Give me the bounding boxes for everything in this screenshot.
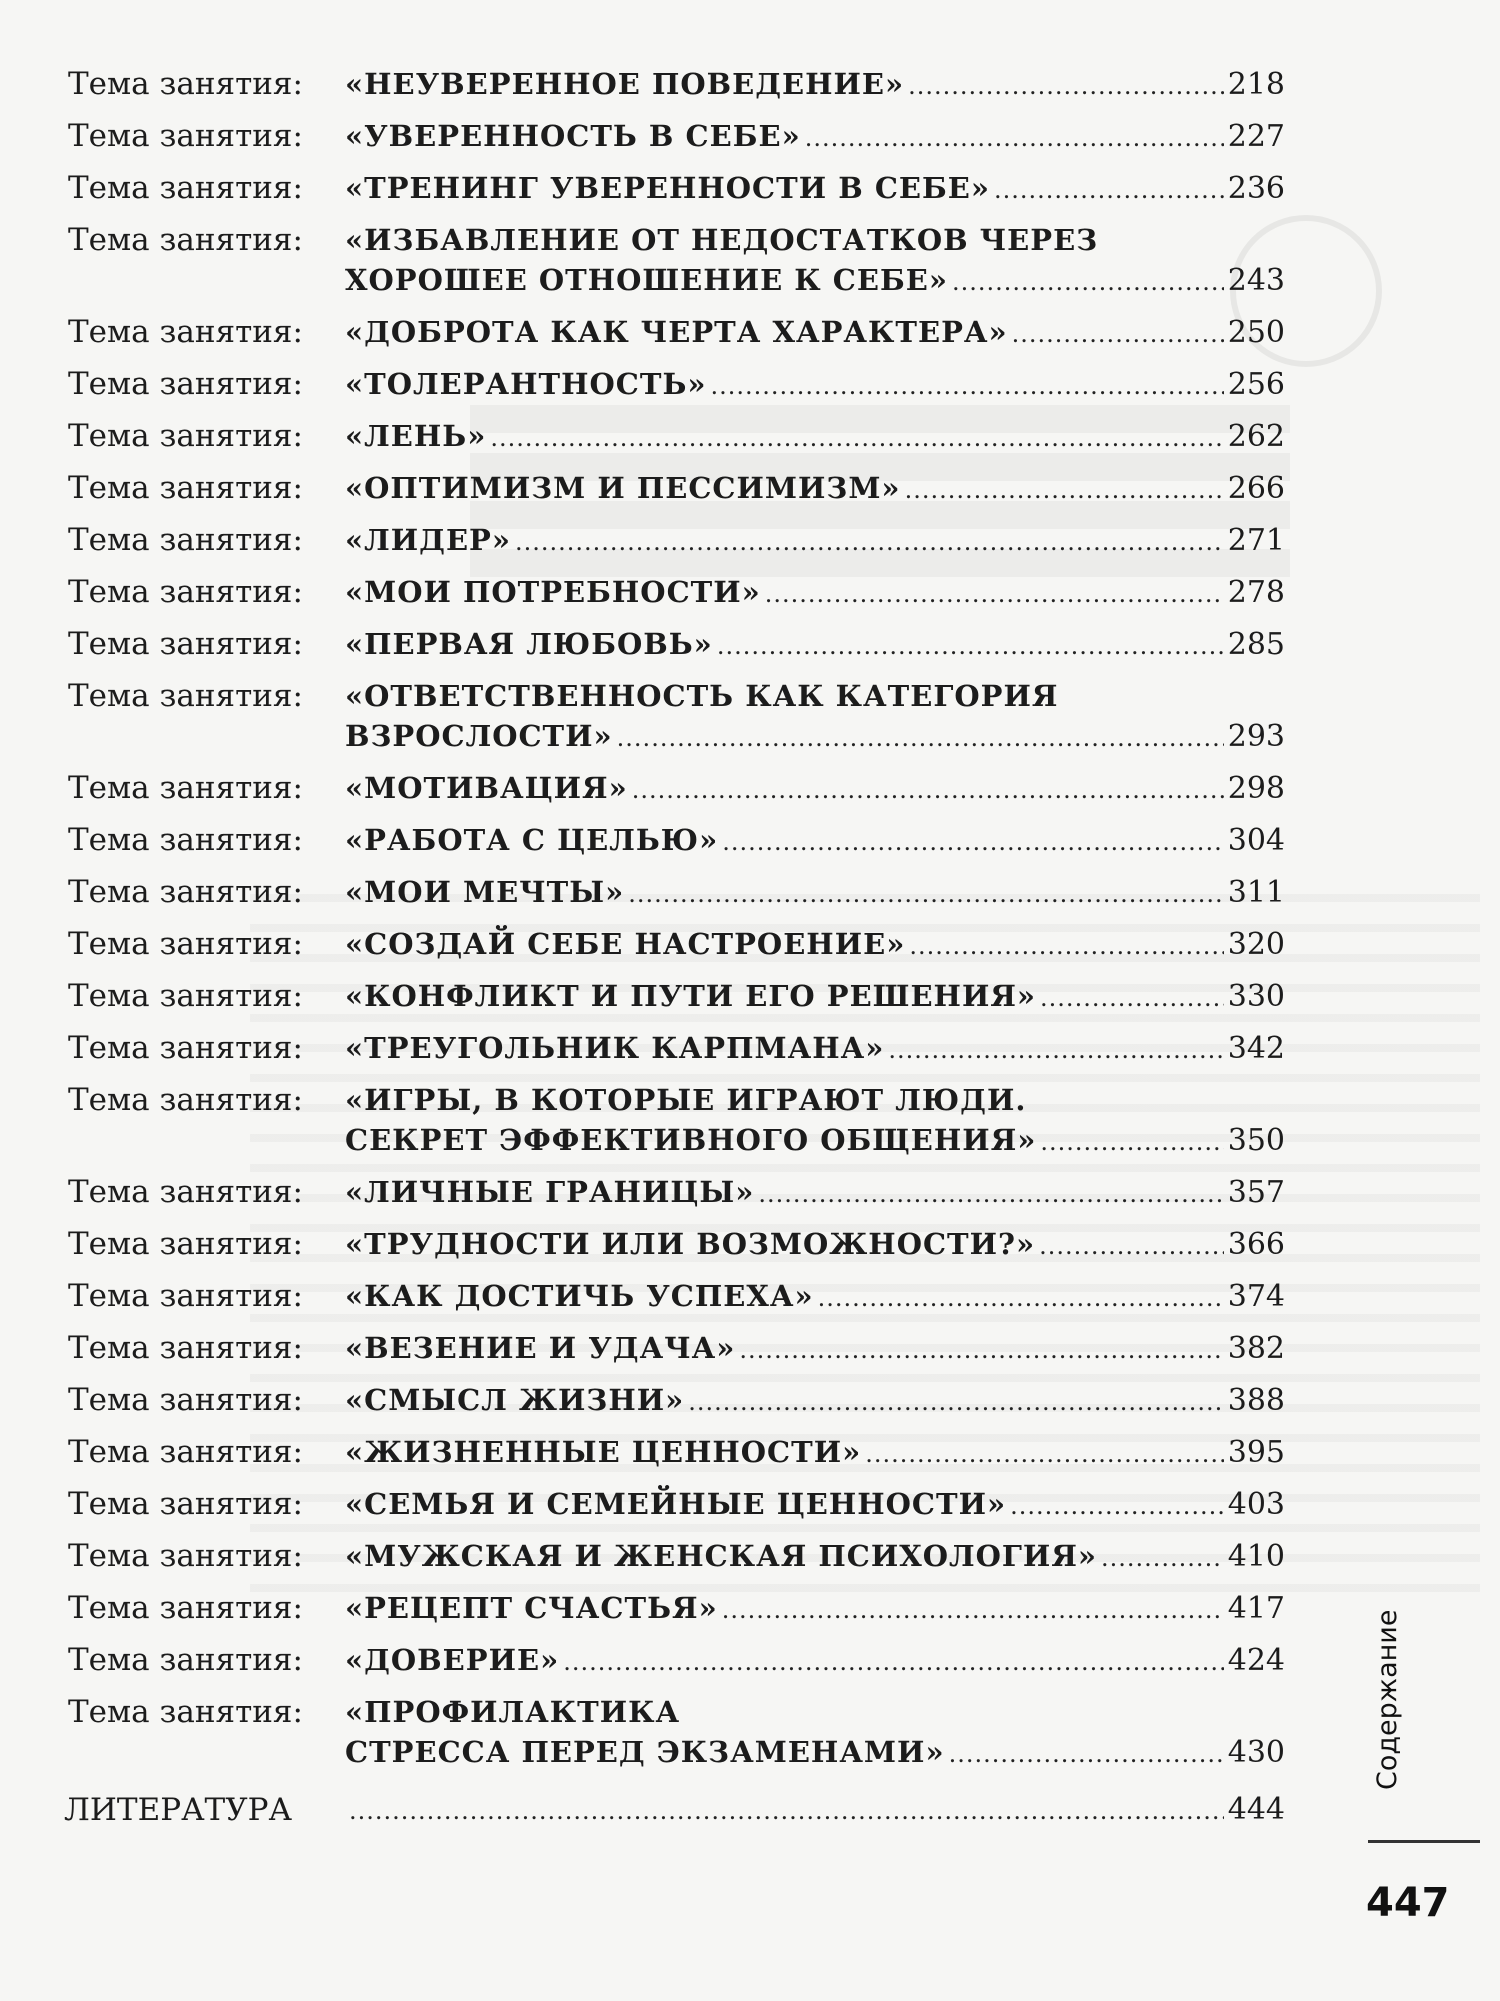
toc-leader-dots bbox=[628, 874, 1224, 914]
toc-entry-page: 330 bbox=[1227, 979, 1285, 1014]
toc-entry-title: «ИГРЫ, В КОТОРЫЕ ИГРАЮТ ЛЮДИ. bbox=[345, 1083, 1027, 1117]
toc-entry-leader-line bbox=[345, 976, 1285, 1016]
toc-entry-title: СЕКРЕТ ЭФФЕКТИВНОГО ОБЩЕНИЯ» bbox=[345, 1123, 1037, 1157]
toc-leader-dots bbox=[563, 1642, 1224, 1682]
toc-entry-page: 417 bbox=[1227, 1591, 1285, 1626]
toc-entry-page: 320 bbox=[1227, 927, 1285, 962]
toc-entry-leader-line bbox=[345, 364, 1285, 404]
toc-entry-prefix: Тема занятия: bbox=[68, 1590, 303, 1626]
toc-entry-page: 243 bbox=[1227, 263, 1285, 298]
page-number: 447 bbox=[1366, 1880, 1450, 1926]
toc-entry-page: 382 bbox=[1227, 1331, 1285, 1366]
toc-entry-leader-line bbox=[345, 1224, 1285, 1264]
toc-entry-title: «РЕЦЕПТ СЧАСТЬЯ» bbox=[345, 1591, 718, 1625]
toc-entry-prefix: Тема занятия: bbox=[68, 222, 303, 258]
toc-entry-title: «ПРОФИЛАКТИКА bbox=[345, 1695, 681, 1729]
toc-entry-page: 266 bbox=[1227, 471, 1285, 506]
toc-entry-title: «КОНФЛИКТ И ПУТИ ЕГО РЕШЕНИЯ» bbox=[345, 979, 1037, 1013]
toc-entry-page: 342 bbox=[1227, 1031, 1285, 1066]
toc-entry-title: «ТРУДНОСТИ ИЛИ ВОЗМОЖНОСТИ?» bbox=[345, 1227, 1036, 1261]
toc-leader-dots bbox=[949, 1734, 1224, 1774]
toc-entry-prefix: Тема занятия: bbox=[68, 926, 303, 962]
toc-entry-title: ХОРОШЕЕ ОТНОШЕНИЕ К СЕБЕ» bbox=[345, 263, 948, 297]
toc-entry-page: 357 bbox=[1227, 1175, 1285, 1210]
toc-entry-page: 403 bbox=[1227, 1487, 1285, 1522]
toc-entry-prefix: Тема занятия: bbox=[68, 522, 303, 558]
toc-leader-dots bbox=[617, 718, 1224, 758]
toc-entry-title: «ДОБРОТА КАК ЧЕРТА ХАРАКТЕРА» bbox=[345, 315, 1008, 349]
toc-entry-prefix: Тема занятия: bbox=[68, 366, 303, 402]
toc-entry-leader-line bbox=[345, 1588, 1285, 1628]
toc-entry-title: «СМЫСЛ ЖИЗНИ» bbox=[345, 1383, 685, 1417]
toc-entry-leader-line bbox=[345, 1276, 1285, 1316]
toc-entry-leader-line bbox=[345, 572, 1285, 612]
toc-leader-dots bbox=[1010, 1486, 1224, 1526]
toc-leader-dots bbox=[722, 1590, 1224, 1630]
toc-leader-dots bbox=[1040, 1122, 1223, 1162]
toc-leader-dots bbox=[865, 1434, 1224, 1474]
toc-entry-page: 388 bbox=[1227, 1383, 1285, 1418]
toc-entry-leader-line bbox=[345, 820, 1285, 860]
toc-leader-dots bbox=[805, 118, 1224, 158]
toc-entry-title: СТРЕССА ПЕРЕД ЭКЗАМЕНАМИ» bbox=[345, 1735, 945, 1769]
toc-entry-leader-line bbox=[345, 1172, 1285, 1212]
toc-entry-title: «ТРЕНИНГ УВЕРЕННОСТИ В СЕБЕ» bbox=[345, 171, 991, 205]
toc-leader-dots bbox=[490, 418, 1223, 458]
toc-entry-title: «ОТВЕТСТВЕННОСТЬ КАК КАТЕГОРИЯ bbox=[345, 679, 1059, 713]
toc-leader-dots bbox=[952, 262, 1224, 302]
toc-entry-title: «ПЕРВАЯ ЛЮБОВЬ» bbox=[345, 627, 713, 661]
toc-entry-leader-line bbox=[345, 116, 1285, 156]
toc-entry-leader-line bbox=[345, 1732, 1285, 1772]
toc-entry-leader-line bbox=[345, 1380, 1285, 1420]
toc-entry-prefix: Тема занятия: bbox=[68, 1030, 303, 1066]
toc-entry-title: «МУЖСКАЯ И ЖЕНСКАЯ ПСИХОЛОГИЯ» bbox=[345, 1539, 1098, 1573]
toc-leader-dots bbox=[632, 770, 1224, 810]
toc-entry-prefix: Тема занятия: bbox=[68, 418, 303, 454]
toc-entry-page: 444 bbox=[1227, 1792, 1285, 1827]
toc-entry-page: 236 bbox=[1227, 171, 1285, 206]
toc-entry-prefix: Тема занятия: bbox=[68, 1082, 303, 1118]
toc-entry-leader-line bbox=[345, 1432, 1285, 1472]
toc-entry-title: «ОПТИМИЗМ И ПЕССИМИЗМ» bbox=[345, 471, 901, 505]
toc-leader-dots bbox=[688, 1382, 1223, 1422]
toc-leader-dots bbox=[1040, 978, 1224, 1018]
toc-leader-dots bbox=[905, 470, 1224, 510]
section-side-label: Содержание bbox=[1372, 1609, 1403, 1790]
toc-entry-prefix: Тема занятия: bbox=[68, 770, 303, 806]
toc-entry-leader-line bbox=[345, 1790, 1285, 1830]
toc-leader-dots bbox=[711, 366, 1224, 406]
toc-entry-prefix: Тема занятия: bbox=[68, 1486, 303, 1522]
toc-leader-dots bbox=[349, 1791, 1224, 1831]
toc-entry-title: ВЗРОСЛОСТИ» bbox=[345, 719, 613, 753]
toc-entry-leader-line bbox=[345, 872, 1285, 912]
toc-entry-leader-line bbox=[345, 716, 1285, 756]
toc-entry-title: «ЛЕНЬ» bbox=[345, 419, 487, 453]
toc-entry-prefix: Тема занятия: bbox=[68, 66, 303, 102]
toc-entry-prefix: Тема занятия: bbox=[68, 1278, 303, 1314]
toc-entry-prefix: Тема занятия: bbox=[68, 978, 303, 1014]
toc-entry-title: «ЛИДЕР» bbox=[345, 523, 511, 557]
toc-leader-dots bbox=[908, 66, 1224, 106]
toc-leader-dots bbox=[515, 522, 1224, 562]
toc-entry-prefix: Тема занятия: bbox=[68, 314, 303, 350]
toc-leader-dots bbox=[1012, 314, 1224, 354]
toc-entry-prefix: Тема занятия: bbox=[68, 118, 303, 154]
toc-entry-page: 262 bbox=[1227, 419, 1285, 454]
toc-entry-page: 395 bbox=[1227, 1435, 1285, 1470]
toc-entry-prefix: Тема занятия: bbox=[68, 1694, 303, 1730]
toc-entry-page: 271 bbox=[1227, 523, 1285, 558]
toc-entry-leader-line bbox=[345, 416, 1285, 456]
toc-entry-leader-line bbox=[345, 168, 1285, 208]
toc-leader-dots bbox=[717, 626, 1224, 666]
toc-leader-dots bbox=[888, 1030, 1223, 1070]
toc-entry-leader-line bbox=[345, 468, 1285, 508]
toc-entry-prefix: Тема занятия: bbox=[68, 574, 303, 610]
toc-entry-page: 304 bbox=[1227, 823, 1285, 858]
toc-entry-page: 278 bbox=[1227, 575, 1285, 610]
toc-entry-title: «СЕМЬЯ И СЕМЕЙНЫЕ ЦЕННОСТИ» bbox=[345, 1487, 1007, 1521]
toc-entry-title: «МОТИВАЦИЯ» bbox=[345, 771, 628, 805]
toc-entry-leader-line bbox=[345, 520, 1285, 560]
toc-entry-prefix: Тема занятия: bbox=[68, 874, 303, 910]
toc-entry-prefix: Тема занятия: bbox=[68, 822, 303, 858]
toc-entry-leader-line bbox=[345, 1640, 1285, 1680]
toc-entry-page: 350 bbox=[1227, 1123, 1285, 1158]
toc-entry-prefix: Тема занятия: bbox=[68, 170, 303, 206]
toc-entry-leader-line bbox=[345, 312, 1285, 352]
toc-entry-page: 366 bbox=[1227, 1227, 1285, 1262]
toc-entry-title: «ДОВЕРИЕ» bbox=[345, 1643, 560, 1677]
toc-entry-prefix: Тема занятия: bbox=[68, 1174, 303, 1210]
toc-entry-page: 298 bbox=[1227, 771, 1285, 806]
toc-entry-leader-line bbox=[345, 624, 1285, 664]
toc-entry-page: 410 bbox=[1227, 1539, 1285, 1574]
toc-entry-page: 311 bbox=[1227, 875, 1285, 910]
toc-leader-dots bbox=[1039, 1226, 1224, 1266]
toc-entry-title: «ИЗБАВЛЕНИЕ ОТ НЕДОСТАТКОВ ЧЕРЕЗ bbox=[345, 223, 1099, 257]
toc-entry-title: «ВЕЗЕНИЕ И УДАЧА» bbox=[345, 1331, 736, 1365]
footer-rule bbox=[1368, 1840, 1480, 1843]
toc-entry-page: 227 bbox=[1227, 119, 1285, 154]
toc-entry-page: 218 bbox=[1227, 67, 1285, 102]
toc-entry-title: «НЕУВЕРЕННОЕ ПОВЕДЕНИЕ» bbox=[345, 67, 905, 101]
toc-entry-title: «СОЗДАЙ СЕБЕ НАСТРОЕНИЕ» bbox=[345, 927, 906, 961]
toc-entry-title: «УВЕРЕННОСТЬ В СЕБЕ» bbox=[345, 119, 801, 153]
toc-leader-dots bbox=[818, 1278, 1224, 1318]
toc-entry-title: «ТРЕУГОЛЬНИК КАРПМАНА» bbox=[345, 1031, 885, 1065]
toc-entry-prefix: Тема занятия: bbox=[68, 1226, 303, 1262]
toc-entry-leader-line bbox=[345, 768, 1285, 808]
toc-entry-leader-line bbox=[345, 1328, 1285, 1368]
toc-entry-prefix: Тема занятия: bbox=[68, 1382, 303, 1418]
toc-leader-dots bbox=[739, 1330, 1223, 1370]
toc-leader-dots bbox=[765, 574, 1224, 614]
toc-entry-title: «РАБОТА С ЦЕЛЬЮ» bbox=[345, 823, 719, 857]
toc-entry-leader-line bbox=[345, 1120, 1285, 1160]
toc-entry-page: 256 bbox=[1227, 367, 1285, 402]
toc-entry-title: «КАК ДОСТИЧЬ УСПЕХА» bbox=[345, 1279, 814, 1313]
toc-entry-page: 374 bbox=[1227, 1279, 1285, 1314]
toc-entry-prefix: Тема занятия: bbox=[68, 1434, 303, 1470]
toc-entry-page: 285 bbox=[1227, 627, 1285, 662]
toc-entry-prefix: Тема занятия: bbox=[68, 1642, 303, 1678]
toc-entry-prefix: Тема занятия: bbox=[68, 1538, 303, 1574]
toc-leader-dots bbox=[722, 822, 1224, 862]
toc-entry-title: «ЛИЧНЫЕ ГРАНИЦЫ» bbox=[345, 1175, 755, 1209]
toc-entry-title: «МОИ ПОТРЕБНОСТИ» bbox=[345, 575, 761, 609]
toc-entry-page: 430 bbox=[1227, 1735, 1285, 1770]
toc-entry-prefix: Тема занятия: bbox=[68, 678, 303, 714]
toc-entry-title: «ЖИЗНЕННЫЕ ЦЕННОСТИ» bbox=[345, 1435, 862, 1469]
toc-entry-prefix: Тема занятия: bbox=[68, 470, 303, 506]
toc-entry-leader-line bbox=[345, 64, 1285, 104]
toc-leader-dots bbox=[994, 170, 1224, 210]
toc-entry-prefix: Тема занятия: bbox=[68, 626, 303, 662]
toc-entry-prefix: Тема занятия: bbox=[68, 1330, 303, 1366]
toc-entry-title: «ТОЛЕРАНТНОСТЬ» bbox=[345, 367, 707, 401]
toc-entry-leader-line bbox=[345, 1028, 1285, 1068]
toc-bibliography-label: ЛИТЕРАТУРА bbox=[64, 1792, 292, 1828]
toc-entry-page: 250 bbox=[1227, 315, 1285, 350]
toc-entry-leader-line bbox=[345, 1484, 1285, 1524]
toc-leader-dots bbox=[909, 926, 1223, 966]
toc-entry-leader-line bbox=[345, 260, 1285, 300]
toc-entry-page: 424 bbox=[1227, 1643, 1285, 1678]
toc-entry-leader-line bbox=[345, 1536, 1285, 1576]
toc-leader-dots bbox=[758, 1174, 1223, 1214]
toc-entry-page: 293 bbox=[1227, 719, 1285, 754]
toc-entry-leader-line bbox=[345, 924, 1285, 964]
toc-leader-dots bbox=[1101, 1538, 1224, 1578]
toc-entry-title: «МОИ МЕЧТЫ» bbox=[345, 875, 625, 909]
